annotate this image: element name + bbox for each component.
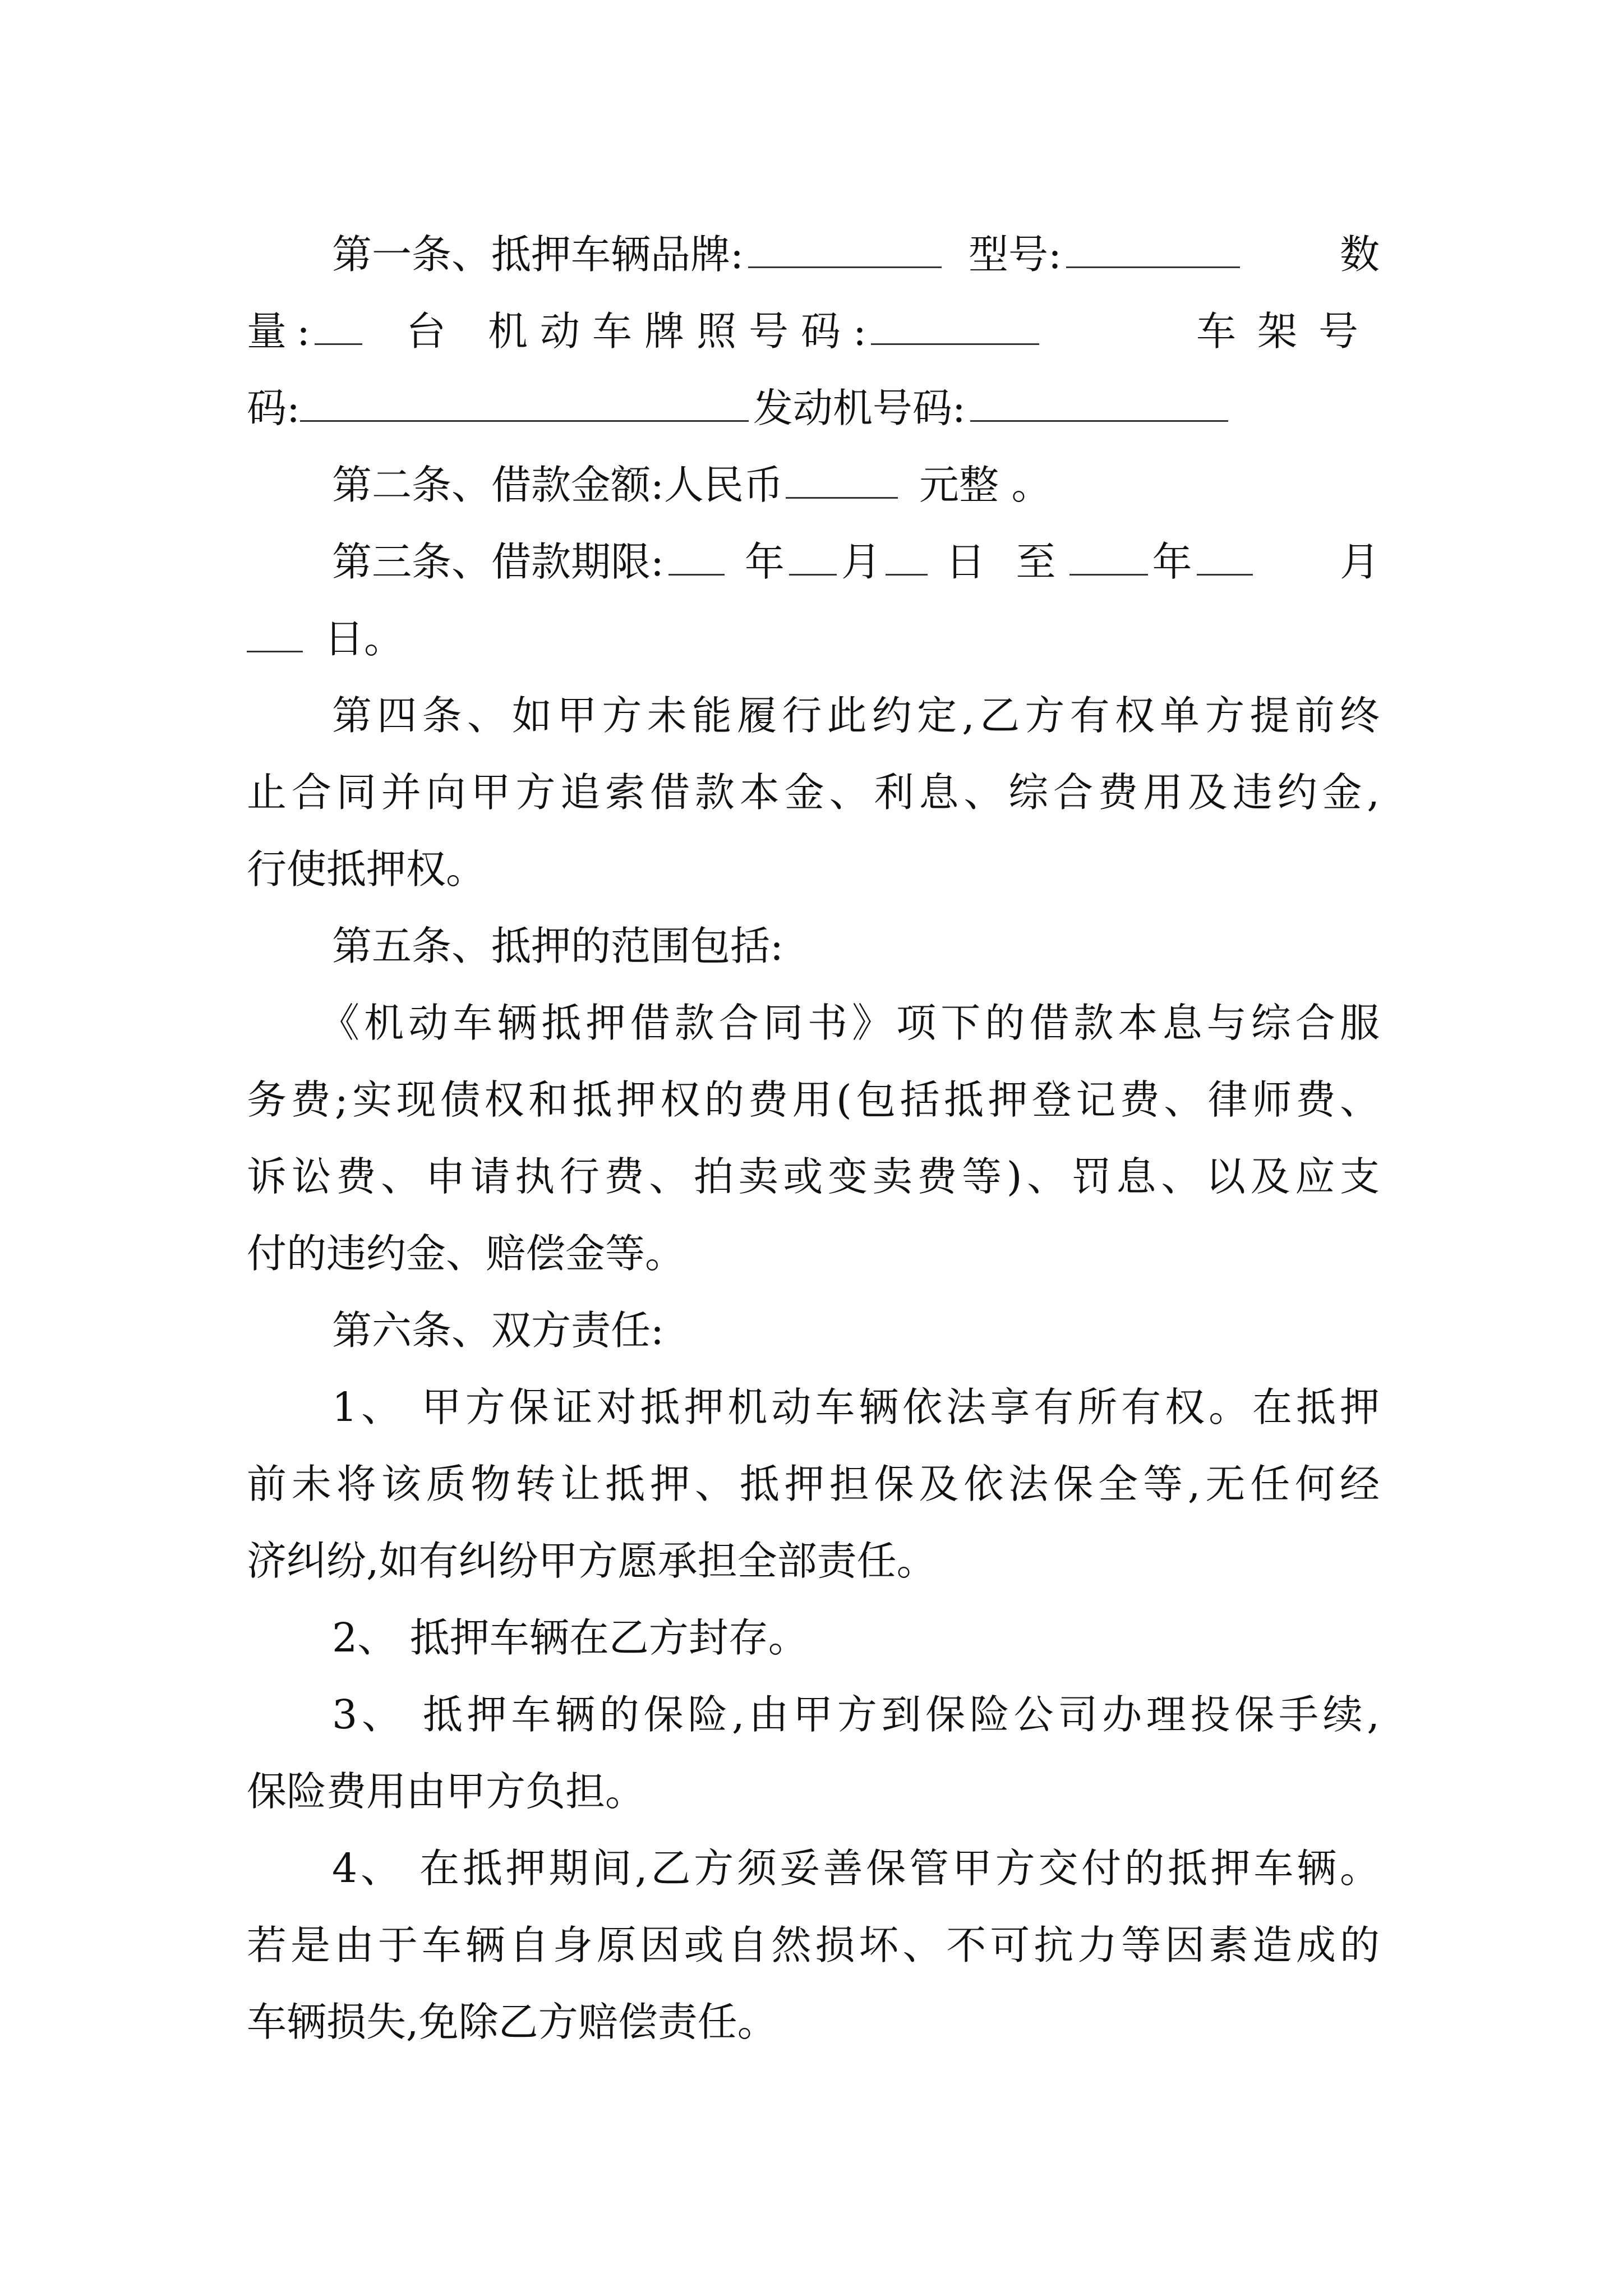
start-day-blank[interactable] — [886, 539, 928, 576]
loan-amount-label: 第二条、借款金额:人民币 — [332, 462, 783, 508]
start-year-unit: 年 — [744, 539, 785, 585]
article-6-item-1-line-3: 济纠纷,如有纠纷甲方愿承担全部责任。 — [247, 1538, 937, 1584]
article-6-item-1-line-1: 1、 甲方保证对抵押机动车辆依法享有所有权。在抵押 — [332, 1384, 1380, 1430]
model-label: 型号: — [968, 231, 1062, 278]
start-month-blank[interactable] — [789, 539, 837, 576]
plate-number-colon: : — [852, 308, 866, 355]
end-month-unit: 月 — [1339, 539, 1380, 585]
article-6-title: 第六条、双方责任: — [332, 1307, 664, 1354]
loan-amount-suffix: 元整 。 — [919, 462, 1052, 508]
article-5-title: 第五条、抵押的范围包括: — [332, 923, 783, 969]
article-5-line-3: 务费;实现债权和抵押权的费用(包括抵押登记费、律师费、 — [247, 1076, 1380, 1123]
article-6-item-4-line-3: 车辆损失,免除乙方赔偿责任。 — [247, 1999, 777, 2045]
end-month-blank[interactable] — [1197, 539, 1253, 576]
quantity-blank[interactable] — [315, 309, 362, 345]
article-4-line-1: 第四条、如甲方未能履行此约定,乙方有权单方提前终 — [332, 692, 1380, 739]
plate-number-blank[interactable] — [871, 309, 1039, 345]
article-6-item-3-line-2: 保险费用由甲方负担。 — [247, 1768, 645, 1815]
article-6-item-2-line-1: 2、 抵押车辆在乙方封存。 — [332, 1614, 808, 1661]
article-5-line-5: 付的违约金、赔偿金等。 — [247, 1230, 685, 1277]
article-6-item-1-line-2: 前未将该质物转让抵押、抵押担保及依法保全等,无任何经 — [247, 1461, 1380, 1507]
article-2-line-1 — [247, 447, 1380, 523]
end-day-blank[interactable] — [247, 616, 303, 652]
article-5-line-2: 《机动车辆抵押借款合同书》项下的借款本息与综合服 — [320, 1000, 1380, 1046]
end-year-unit: 年 — [1152, 539, 1192, 585]
article-1-line-3 — [247, 370, 1380, 447]
article-3-line-1 — [247, 523, 1380, 600]
start-year-blank[interactable] — [668, 539, 725, 576]
article-6-item-3-line-1: 3、 抵押车辆的保险,由甲方到保险公司办理投保手续, — [332, 1691, 1380, 1738]
start-month-unit: 月 — [841, 539, 881, 585]
article-1-line-2 — [247, 293, 1380, 370]
loan-amount-blank[interactable] — [786, 462, 898, 499]
article-1-line-1 — [247, 216, 1380, 293]
end-year-blank[interactable] — [1069, 539, 1148, 576]
model-blank[interactable] — [1066, 232, 1240, 268]
article-3-line-2 — [247, 600, 1380, 677]
loan-term-label: 第三条、借款期限: — [332, 539, 664, 585]
engine-number-label: 发动机号码: — [753, 385, 966, 431]
quantity-colon: : — [297, 308, 310, 355]
vin-label-part2: 码: — [247, 385, 300, 431]
quantity-label-part1: 数 — [1339, 231, 1380, 278]
start-day-unit: 日 至 — [945, 539, 1065, 585]
brand-blank[interactable] — [748, 232, 942, 268]
article-4-line-3: 行使抵押权。 — [247, 846, 486, 892]
article-6-item-4-line-2: 若是由于车辆自身原因或自然损坏、不可抗力等因素造成的 — [247, 1922, 1380, 1968]
document-body — [247, 216, 1380, 2060]
article-4-line-2: 止合同并向甲方追索借款本金、利息、综合费用及违约金, — [247, 769, 1380, 816]
article-1-brand-label: 第一条、抵押车辆品牌: — [332, 231, 744, 278]
quantity-label-part2: 量 — [247, 308, 287, 355]
plate-number-label: 机动车牌照号码 — [487, 308, 853, 355]
vin-label-part1: 车架号 — [1196, 308, 1380, 355]
vin-blank[interactable] — [300, 385, 749, 422]
unit-label: 台 — [405, 308, 446, 355]
engine-number-blank[interactable] — [970, 385, 1228, 422]
article-5-line-4: 诉讼费、申请执行费、拍卖或变卖费等)、罚息、以及应支 — [247, 1153, 1380, 1200]
article-6-item-4-line-1: 4、 在抵押期间,乙方须妥善保管甲方交付的抵押车辆。 — [332, 1845, 1380, 1892]
end-day-unit: 日。 — [324, 615, 404, 662]
